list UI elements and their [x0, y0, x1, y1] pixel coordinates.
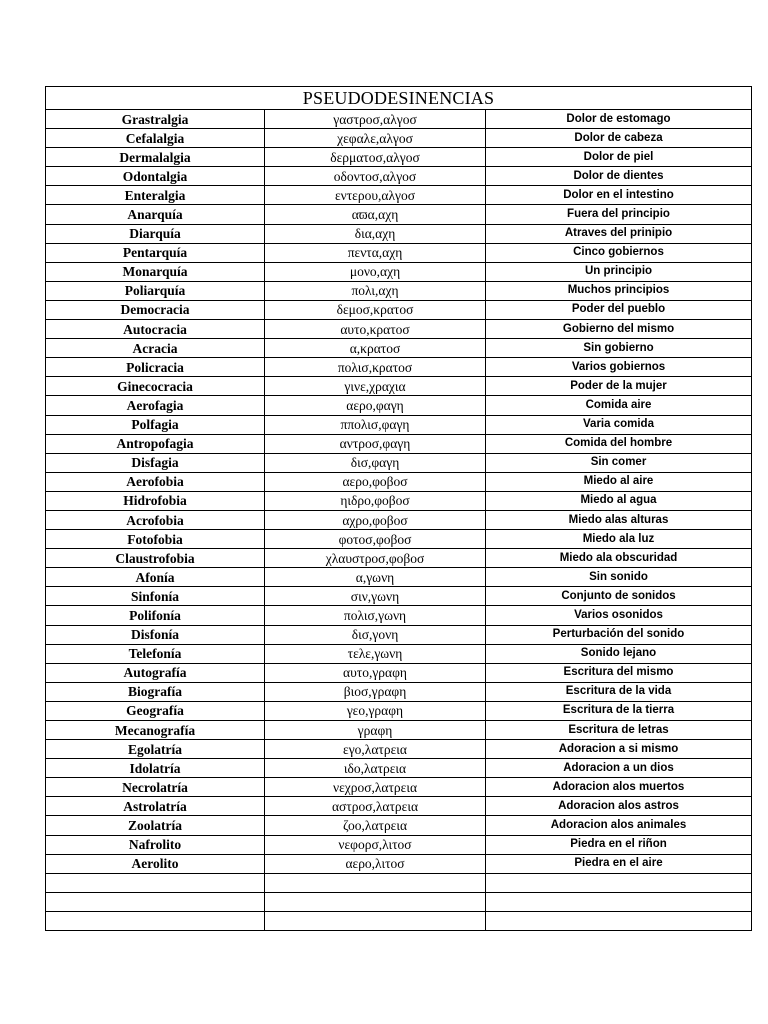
greek-root-cell[interactable]: χεφαλε,αλγοσ	[265, 129, 486, 148]
meaning-cell[interactable]: Piedra en el aire	[486, 854, 752, 873]
table-row	[46, 205, 752, 224]
meaning-cell[interactable]: Sin comer	[486, 453, 752, 472]
table-row	[46, 167, 752, 186]
meaning-cell[interactable]	[486, 892, 752, 911]
greek-root-cell[interactable]: αερο,φαγη	[265, 396, 486, 415]
meaning-cell[interactable]: Escritura de letras	[486, 721, 752, 740]
meaning-cell[interactable]	[486, 911, 752, 930]
term-cell[interactable]: Autocracia	[46, 320, 265, 339]
greek-root-cell[interactable]: δισ,φαγη	[265, 453, 486, 472]
table-row	[46, 453, 752, 472]
meaning-cell[interactable]: Miedo ala obscuridad	[486, 549, 752, 568]
term-cell[interactable]: Nafrolito	[46, 835, 265, 854]
meaning-cell[interactable]: Escritura del mismo	[486, 663, 752, 682]
term-cell[interactable]: Anarquía	[46, 205, 265, 224]
table-row	[46, 224, 752, 243]
greek-root-cell[interactable]: αντροσ,φαγη	[265, 434, 486, 453]
table-row	[46, 549, 752, 568]
meaning-cell[interactable]: Comida del hombre	[486, 434, 752, 453]
term-cell[interactable]: Policracia	[46, 358, 265, 377]
greek-root-cell[interactable]: νεχροσ,λατρεια	[265, 778, 486, 797]
meaning-cell[interactable]: Dolor de dientes	[486, 167, 752, 186]
greek-root-cell[interactable]: σιν,γωνη	[265, 587, 486, 606]
term-cell[interactable]: Idolatría	[46, 759, 265, 778]
title-row	[46, 87, 752, 110]
meaning-cell[interactable]: Comida aire	[486, 396, 752, 415]
table-row	[46, 510, 752, 529]
meaning-cell[interactable]: Miedo al aire	[486, 472, 752, 491]
meaning-cell[interactable]: Perturbación del sonido	[486, 625, 752, 644]
table-row	[46, 281, 752, 300]
table-row	[46, 587, 752, 606]
meaning-cell[interactable]: Varios osonidos	[486, 606, 752, 625]
greek-root-cell[interactable]: πολισ,κρατοσ	[265, 358, 486, 377]
term-cell[interactable]: Enteralgia	[46, 186, 265, 205]
table-row	[46, 759, 752, 778]
term-cell[interactable]: Disfagia	[46, 453, 265, 472]
term-cell[interactable]: Polfagia	[46, 415, 265, 434]
term-cell[interactable]: Mecanografía	[46, 721, 265, 740]
table-row	[46, 148, 752, 167]
greek-root-cell[interactable]: δια,αχη	[265, 224, 486, 243]
table-row	[46, 377, 752, 396]
term-cell[interactable]: Aerolito	[46, 854, 265, 873]
table-row	[46, 835, 752, 854]
meaning-cell[interactable]: Dolor de estomago	[486, 110, 752, 129]
meaning-cell[interactable]: Miedo alas alturas	[486, 510, 752, 529]
term-cell[interactable]	[46, 873, 265, 892]
table-row	[46, 663, 752, 682]
term-cell[interactable]: Poliarquía	[46, 281, 265, 300]
meaning-cell[interactable]: Muchos principios	[486, 281, 752, 300]
pseudodesinencias-table	[45, 86, 752, 931]
meaning-cell[interactable]: Poder del pueblo	[486, 300, 752, 319]
greek-root-cell[interactable]: α,γωνη	[265, 568, 486, 587]
meaning-cell[interactable]: Dolor de cabeza	[486, 129, 752, 148]
table-row	[46, 129, 752, 148]
term-cell[interactable]	[46, 892, 265, 911]
table-row	[46, 701, 752, 720]
greek-root-cell[interactable]: φοτοσ,φοβοσ	[265, 530, 486, 549]
table-row	[46, 396, 752, 415]
table-row	[46, 415, 752, 434]
table-row	[46, 320, 752, 339]
meaning-cell[interactable]: Adoracion alos muertos	[486, 778, 752, 797]
greek-root-cell[interactable]: χλαυστροσ,φοβοσ	[265, 549, 486, 568]
table-row	[46, 911, 752, 930]
term-cell[interactable]: Acrofobia	[46, 510, 265, 529]
meaning-cell[interactable]: Poder de la mujer	[486, 377, 752, 396]
table-row	[46, 434, 752, 453]
term-cell[interactable]: Geografía	[46, 701, 265, 720]
meaning-cell[interactable]: Adoracion alos astros	[486, 797, 752, 816]
table-row	[46, 262, 752, 281]
term-cell[interactable]: Pentarquía	[46, 243, 265, 262]
term-cell[interactable]: Aerofagia	[46, 396, 265, 415]
greek-root-cell[interactable]: α,κρατοσ	[265, 339, 486, 358]
greek-root-cell[interactable]: πολι,αχη	[265, 281, 486, 300]
greek-root-cell[interactable]: πεντα,αχη	[265, 243, 486, 262]
meaning-cell[interactable]: Adoracion a si mismo	[486, 740, 752, 759]
table-title: PSEUDODESINENCIAS	[46, 87, 752, 110]
term-cell[interactable]: Necrolatría	[46, 778, 265, 797]
term-cell[interactable]: Diarquía	[46, 224, 265, 243]
term-cell[interactable]: Odontalgia	[46, 167, 265, 186]
meaning-cell[interactable]: Sonido lejano	[486, 644, 752, 663]
term-cell[interactable]: Polifonía	[46, 606, 265, 625]
greek-root-cell[interactable]: ηιδρο,φοβοσ	[265, 491, 486, 510]
greek-root-cell[interactable]: αερο,λιτοσ	[265, 854, 486, 873]
greek-root-cell[interactable]	[265, 873, 486, 892]
greek-root-cell[interactable]: αστροσ,λατρεια	[265, 797, 486, 816]
greek-root-cell[interactable]: νεφορσ,λιτοσ	[265, 835, 486, 854]
table-row	[46, 243, 752, 262]
greek-root-cell[interactable]: αερο,φοβοσ	[265, 472, 486, 491]
table-row	[46, 300, 752, 319]
greek-root-cell[interactable]: ππολισ,φαγη	[265, 415, 486, 434]
term-cell[interactable]: Zoolatría	[46, 816, 265, 835]
term-cell[interactable]: Egolatría	[46, 740, 265, 759]
meaning-cell[interactable]: Atraves del prinipio	[486, 224, 752, 243]
greek-root-cell[interactable]: γαστροσ,αλγοσ	[265, 110, 486, 129]
table-row	[46, 778, 752, 797]
greek-root-cell[interactable]: αυτο,γραφη	[265, 663, 486, 682]
greek-root-cell[interactable]: δισ,γονη	[265, 625, 486, 644]
term-cell[interactable]: Grastralgia	[46, 110, 265, 129]
greek-root-cell[interactable]: αϖα,αχη	[265, 205, 486, 224]
meaning-cell[interactable]: Dolor de piel	[486, 148, 752, 167]
meaning-cell[interactable]: Miedo al agua	[486, 491, 752, 510]
greek-root-cell[interactable]: γινε,χραχια	[265, 377, 486, 396]
term-cell[interactable]: Aerofobia	[46, 472, 265, 491]
greek-root-cell[interactable]: αχρο,φοβοσ	[265, 510, 486, 529]
meaning-cell[interactable]: Conjunto de sonidos	[486, 587, 752, 606]
greek-root-cell[interactable]: δερματοσ,αλγοσ	[265, 148, 486, 167]
greek-root-cell[interactable]: οδοντοσ,αλγοσ	[265, 167, 486, 186]
table-row	[46, 797, 752, 816]
term-cell[interactable]: Disfonía	[46, 625, 265, 644]
greek-root-cell[interactable]: τελε,γωνη	[265, 644, 486, 663]
greek-root-cell[interactable]	[265, 892, 486, 911]
meaning-cell[interactable]: Un principio	[486, 262, 752, 281]
table-row	[46, 625, 752, 644]
greek-root-cell[interactable]: εντερου,αλγοσ	[265, 186, 486, 205]
term-cell[interactable]: Monarquía	[46, 262, 265, 281]
table-row	[46, 816, 752, 835]
table-row	[46, 491, 752, 510]
greek-root-cell[interactable]: ιδο,λατρεια	[265, 759, 486, 778]
term-cell[interactable]: Cefalalgia	[46, 129, 265, 148]
term-cell[interactable]: Afonía	[46, 568, 265, 587]
term-cell[interactable]: Autografía	[46, 663, 265, 682]
meaning-cell[interactable]: Piedra en el riñon	[486, 835, 752, 854]
term-cell[interactable]: Antropofagia	[46, 434, 265, 453]
table-row	[46, 892, 752, 911]
term-cell[interactable]: Astrolatría	[46, 797, 265, 816]
table-row	[46, 682, 752, 701]
meaning-cell[interactable]: Dolor en el intestino	[486, 186, 752, 205]
table-row	[46, 110, 752, 129]
meaning-cell[interactable]: Sin sonido	[486, 568, 752, 587]
greek-root-cell[interactable]: γραφη	[265, 721, 486, 740]
term-cell[interactable]: Fotofobia	[46, 530, 265, 549]
meaning-cell[interactable]: Sin gobierno	[486, 339, 752, 358]
meaning-cell[interactable]: Escritura de la tierra	[486, 701, 752, 720]
greek-root-cell[interactable]	[265, 911, 486, 930]
meaning-cell[interactable]	[486, 873, 752, 892]
greek-root-cell[interactable]: πολισ,γωνη	[265, 606, 486, 625]
table-row	[46, 186, 752, 205]
meaning-cell[interactable]: Adoracion alos animales	[486, 816, 752, 835]
term-cell[interactable]: Biografía	[46, 682, 265, 701]
meaning-cell[interactable]: Fuera del principio	[486, 205, 752, 224]
table-row	[46, 873, 752, 892]
term-cell[interactable]: Sinfonía	[46, 587, 265, 606]
table-row	[46, 339, 752, 358]
term-cell[interactable]: Hidrofobia	[46, 491, 265, 510]
table-row	[46, 358, 752, 377]
greek-root-cell[interactable]: βιοσ,γραφη	[265, 682, 486, 701]
greek-root-cell[interactable]: αυτο,κρατοσ	[265, 320, 486, 339]
meaning-cell[interactable]: Varia comida	[486, 415, 752, 434]
term-cell[interactable]: Acracia	[46, 339, 265, 358]
table-row	[46, 472, 752, 491]
table-row	[46, 568, 752, 587]
term-cell[interactable]: Democracia	[46, 300, 265, 319]
table-row	[46, 644, 752, 663]
greek-root-cell[interactable]: δεμοσ,κρατοσ	[265, 300, 486, 319]
table-row	[46, 530, 752, 549]
table-row	[46, 721, 752, 740]
spreadsheet-page	[45, 86, 751, 931]
term-cell[interactable]: Dermalalgia	[46, 148, 265, 167]
greek-root-cell[interactable]: ζοο,λατρεια	[265, 816, 486, 835]
meaning-cell[interactable]: Miedo ala luz	[486, 530, 752, 549]
table-row	[46, 740, 752, 759]
term-cell[interactable]: Ginecocracia	[46, 377, 265, 396]
table-row	[46, 854, 752, 873]
meaning-cell[interactable]: Cinco gobiernos	[486, 243, 752, 262]
table-row	[46, 606, 752, 625]
greek-root-cell[interactable]: μονο,αχη	[265, 262, 486, 281]
meaning-cell[interactable]: Varios gobiernos	[486, 358, 752, 377]
term-cell[interactable]: Claustrofobia	[46, 549, 265, 568]
table-body	[46, 110, 752, 931]
meaning-cell[interactable]: Escritura de la vida	[486, 682, 752, 701]
meaning-cell[interactable]: Adoracion a un dios	[486, 759, 752, 778]
greek-root-cell[interactable]: γεο,γραφη	[265, 701, 486, 720]
meaning-cell[interactable]: Gobierno del mismo	[486, 320, 752, 339]
term-cell[interactable]: Telefonía	[46, 644, 265, 663]
term-cell[interactable]	[46, 911, 265, 930]
greek-root-cell[interactable]: εγο,λατρεια	[265, 740, 486, 759]
